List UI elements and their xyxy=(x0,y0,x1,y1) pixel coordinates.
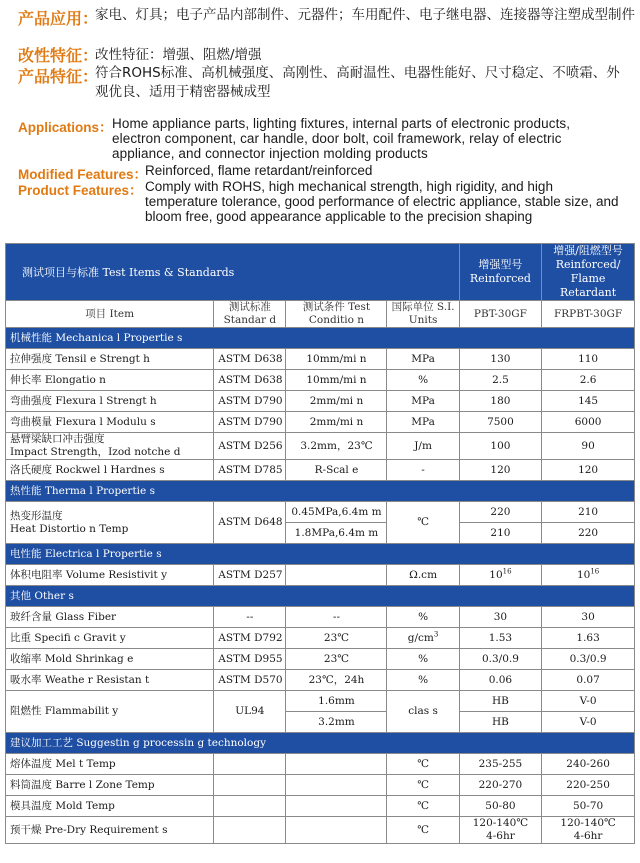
cell-cond: 3.2mm，23℃ xyxy=(286,433,387,460)
table-row xyxy=(6,670,635,691)
cell-item: 预干燥 Pre-Dry Requirement s xyxy=(6,817,214,844)
cell-std: ASTM D785 xyxy=(214,460,286,481)
table-row xyxy=(6,502,635,523)
sub-item: 项目 Item xyxy=(6,301,214,328)
cn-application-label: 产品应用： xyxy=(18,9,99,28)
cell-std: ASTM D790 xyxy=(214,412,286,433)
cell-cond: 10mm/mi n xyxy=(286,349,387,370)
en-application-label: Applications： xyxy=(18,120,113,135)
cell-item xyxy=(6,502,214,544)
cell-item: 阻燃性 Flammabilit y xyxy=(6,691,214,733)
table-row xyxy=(6,349,635,370)
cell-v2: V-0 xyxy=(542,712,635,733)
cell-unit: ℃ xyxy=(387,775,459,796)
cell-v1: 130 xyxy=(459,349,541,370)
cell-item: 玻纤含量 Glass Fiber xyxy=(6,607,214,628)
cell-v2: 6000 xyxy=(542,412,635,433)
cell-unit: % xyxy=(387,370,459,391)
cn-modified-text: 改性特征：增强、阻燃/增强 xyxy=(95,47,262,63)
impact-item-cn: 悬臂梁缺口冲击强度 xyxy=(10,433,105,445)
table-row xyxy=(6,370,635,391)
en-modified-label: Modified Features： xyxy=(18,167,148,182)
cn-modified-label: 改性特征： xyxy=(18,46,99,65)
cell-std: ASTM D648 xyxy=(214,502,286,544)
cell-v1: 235-255 xyxy=(459,754,541,775)
cell-std: ASTM D638 xyxy=(214,349,286,370)
table-row xyxy=(6,796,635,817)
cell-item: 熔体温度 Mel t Temp xyxy=(6,754,214,775)
gravity-unit-base: g/cm xyxy=(407,631,434,644)
cell-cond: 1.6mm xyxy=(286,691,387,712)
table-row xyxy=(6,754,635,775)
cell-cond: 23℃，24h xyxy=(286,670,387,691)
cell-unit: ℃ xyxy=(387,796,459,817)
cell-std: ASTM D570 xyxy=(214,670,286,691)
volume-v2-base: 10 xyxy=(576,568,591,581)
cell-item: 体积电阻率 Volume Resistivit y xyxy=(6,565,214,586)
cell-unit: - xyxy=(387,460,459,481)
hdt-item-cn: 热变形温度 xyxy=(10,509,63,522)
cell-v2: 30 xyxy=(542,607,635,628)
cell-v1: 7500 xyxy=(459,412,541,433)
cell-v2 xyxy=(542,817,635,844)
cell-item: 伸长率 Elongatio n xyxy=(6,370,214,391)
cell-item: 吸水率 Weathe r Resistan t xyxy=(6,670,214,691)
cell-v1: HB xyxy=(459,691,541,712)
volume-v1-exp: 16 xyxy=(502,567,512,575)
cell-item: 料筒温度 Barre l Zone Temp xyxy=(6,775,214,796)
cell-std: ASTM D256 xyxy=(214,433,286,460)
cell-std: ASTM D955 xyxy=(214,649,286,670)
cell-v2: 145 xyxy=(542,391,635,412)
cell-v1: 100 xyxy=(459,433,541,460)
cell-std: -- xyxy=(214,607,286,628)
en-application-text: Home appliance parts, lighting fixtures, internal parts of electronic products, electron component, car handle, door bolt, coil framework, relay of electric appliance, and connector injection molding products xyxy=(112,116,571,161)
table-row xyxy=(6,628,635,649)
table-row xyxy=(6,775,635,796)
cell-v2: 90 xyxy=(542,433,635,460)
cell-unit xyxy=(387,628,459,649)
cell-v2: 1.63 xyxy=(542,628,635,649)
cell-std xyxy=(214,775,286,796)
spec-table xyxy=(5,243,635,844)
cell-v2: 0.3/0.9 xyxy=(542,649,635,670)
cell-unit: % xyxy=(387,607,459,628)
header-title: 测试项目与标准 Test Items & Standards xyxy=(6,244,460,301)
cell-cond: 1.8MPa,6.4m m xyxy=(286,523,387,544)
volume-v1-base: 10 xyxy=(489,568,503,581)
predry-v1-temp: 120-140℃ xyxy=(472,817,529,829)
table-row xyxy=(6,817,635,844)
cell-cond: 0.45MPa,6.4m m xyxy=(286,502,387,523)
cell-cond xyxy=(286,565,387,586)
cell-v1: HB xyxy=(459,712,541,733)
cell-item xyxy=(6,433,214,460)
cell-item: 弯曲强度 Flexura l Strengt h xyxy=(6,391,214,412)
cell-v1: 120 xyxy=(459,460,541,481)
cell-v2: 2.6 xyxy=(542,370,635,391)
cell-cond: 23℃ xyxy=(286,628,387,649)
cell-v2: V-0 xyxy=(542,691,635,712)
cell-unit: % xyxy=(387,670,459,691)
cell-v1: 50-80 xyxy=(459,796,541,817)
cell-v1: 220-270 xyxy=(459,775,541,796)
cell-v1: 180 xyxy=(459,391,541,412)
cell-v2 xyxy=(542,565,635,586)
cell-cond xyxy=(286,817,387,844)
cell-v1: 2.5 xyxy=(459,370,541,391)
cell-cond: 3.2mm xyxy=(286,712,387,733)
cell-cond: 2mm/mi n xyxy=(286,412,387,433)
table-row xyxy=(6,412,635,433)
cell-cond: 23℃ xyxy=(286,649,387,670)
cell-v1: 30 xyxy=(459,607,541,628)
section-mechanical: 机械性能 Mechanica l Propertie s xyxy=(6,328,635,349)
cell-v2: 0.07 xyxy=(542,670,635,691)
cell-v1 xyxy=(459,817,541,844)
cell-unit: MPa xyxy=(387,412,459,433)
section-thermal: 热性能 Therma l Propertie s xyxy=(6,481,635,502)
sub-unit: 国际单位 S.I. Units xyxy=(387,301,459,328)
section-processing: 建议加工工艺 Suggestin g processin g technology xyxy=(6,733,635,754)
cell-v2: 50-70 xyxy=(542,796,635,817)
impact-item-en: Impact Strength，Izod notche d xyxy=(10,446,181,458)
en-modified-text: Reinforced, flame retardant/reinforced xyxy=(145,163,373,178)
cell-unit: Ω.cm xyxy=(387,565,459,586)
cell-cond: 2mm/mi n xyxy=(286,391,387,412)
table-row xyxy=(6,391,635,412)
sub-standard: 测试标准 Standar d xyxy=(214,301,286,328)
cell-cond: 10mm/mi n xyxy=(286,370,387,391)
cell-v1: 220 xyxy=(459,502,541,523)
cn-application-text: 家电、灯具；电子产品内部制件、元器件；车用配件、电子继电器、连接器等注塑成型制件 xyxy=(95,7,635,23)
cell-item: 收缩率 Mold Shrinkag e xyxy=(6,649,214,670)
cell-std: ASTM D792 xyxy=(214,628,286,649)
cell-unit: MPa xyxy=(387,349,459,370)
cell-cond: R-Scal e xyxy=(286,460,387,481)
cell-cond xyxy=(286,754,387,775)
header-flame: 增强/阻燃型号 Reinforced/ Flame Retardant xyxy=(542,244,635,301)
table-row xyxy=(6,565,635,586)
en-product-text: Comply with ROHS, high mechanical strength, high rigidity, and high temperature tolerance, good performance of electric appliance, stable size, and bloom free, good appearance applicable to the precision shaping xyxy=(145,179,619,224)
predry-v2-temp: 120-140℃ xyxy=(560,817,616,829)
cell-v2: 210 xyxy=(542,502,635,523)
cn-product-text: 符合ROHS标准、高机械强度、高刚性、高耐温性、电器性能好、尺寸稳定、不喷霜、外观优良、适用于精密器械成型 xyxy=(95,65,620,100)
hdt-item-en: Heat Distortio n Temp xyxy=(10,522,129,535)
cell-std xyxy=(214,754,286,775)
cell-v1: 1.53 xyxy=(459,628,541,649)
cell-std: ASTM D638 xyxy=(214,370,286,391)
cell-item: 模具温度 Mold Temp xyxy=(6,796,214,817)
table-subheader xyxy=(6,301,635,328)
cell-v2: 220-250 xyxy=(542,775,635,796)
cell-v1 xyxy=(459,565,541,586)
header-reinforced: 增强型号 Reinforced xyxy=(459,244,541,301)
cell-std: UL94 xyxy=(214,691,286,733)
cell-unit: ℃ xyxy=(387,502,459,544)
sub-grade2: FRPBT-30GF xyxy=(542,301,635,328)
cell-cond xyxy=(286,775,387,796)
predry-v1-time: 4-6hr xyxy=(486,830,515,842)
section-others: 其他 Other s xyxy=(6,586,635,607)
cell-cond xyxy=(286,796,387,817)
gravity-unit-exp: 3 xyxy=(433,630,439,638)
table-row xyxy=(6,649,635,670)
cell-v1: 0.06 xyxy=(459,670,541,691)
cell-v2: 110 xyxy=(542,349,635,370)
predry-v2-time: 4-6hr xyxy=(573,830,603,842)
volume-v2-exp: 16 xyxy=(590,567,600,575)
table-header xyxy=(6,244,635,301)
cell-unit: clas s xyxy=(387,691,459,733)
cell-v2: 240-260 xyxy=(542,754,635,775)
cell-unit: ℃ xyxy=(387,817,459,844)
cell-std xyxy=(214,796,286,817)
cell-std xyxy=(214,817,286,844)
cell-v2: 220 xyxy=(542,523,635,544)
cell-std: ASTM D790 xyxy=(214,391,286,412)
table-row xyxy=(6,460,635,481)
sub-grade1: PBT-30GF xyxy=(459,301,541,328)
cell-item: 弯曲模量 Flexura l Modulu s xyxy=(6,412,214,433)
table-row xyxy=(6,433,635,460)
cell-cond: -- xyxy=(286,607,387,628)
cell-unit: MPa xyxy=(387,391,459,412)
cell-v1: 210 xyxy=(459,523,541,544)
en-product-label: Product Features： xyxy=(18,183,143,198)
cell-item: 拉伸强度 Tensil e Strengt h xyxy=(6,349,214,370)
cell-item: 洛氏硬度 Rockwel l Hardnes s xyxy=(6,460,214,481)
cell-v2: 120 xyxy=(542,460,635,481)
cell-std: ASTM D257 xyxy=(214,565,286,586)
sub-condition: 测试条件 Test Conditio n xyxy=(286,301,387,328)
section-electrical: 电性能 Electrica l Propertie s xyxy=(6,544,635,565)
table-row xyxy=(6,691,635,712)
cell-unit: J/m xyxy=(387,433,459,460)
cell-v1: 0.3/0.9 xyxy=(459,649,541,670)
cell-unit: % xyxy=(387,649,459,670)
cell-item: 比重 Specifi c Gravit y xyxy=(6,628,214,649)
cn-product-label: 产品特征： xyxy=(18,67,99,86)
cell-unit: ℃ xyxy=(387,754,459,775)
table-row xyxy=(6,607,635,628)
product-description xyxy=(0,0,640,240)
